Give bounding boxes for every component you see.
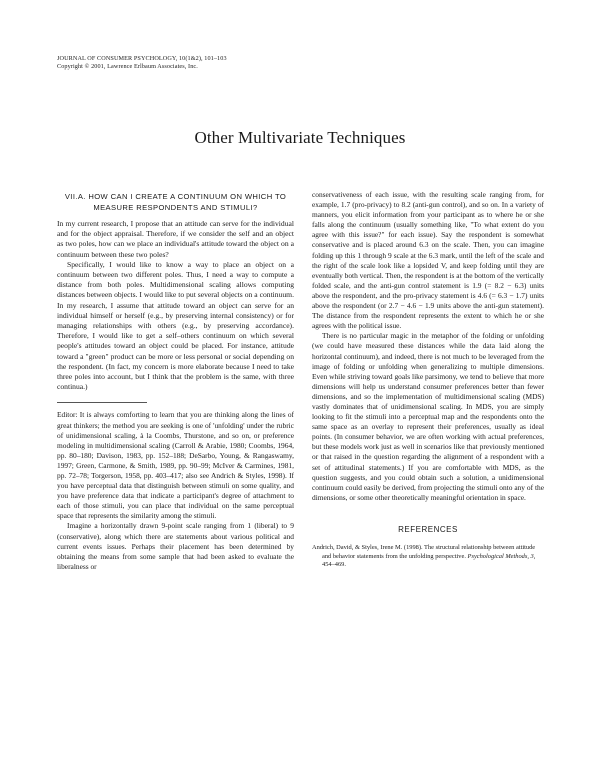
reference-entry [312, 544, 544, 569]
reference-journal: Psychological Methods, 3, [467, 552, 536, 560]
left-column [57, 192, 294, 572]
editor-answer-continued [312, 190, 544, 503]
reference-authors: Andrich, David, & Styles, Irene M. (1998). The structural relationship between attitude and behavior statements from the unfolding perspective. [312, 544, 536, 560]
journal-header [57, 55, 227, 71]
section-divider [57, 402, 147, 403]
references-heading: REFERENCES [398, 524, 458, 534]
right-column [312, 190, 544, 569]
copyright-line: Copyright © 2001, Lawrence Erlbaum Associates, Inc. [57, 63, 198, 70]
answer-paragraph: Editor: It is always comforting to learn that you are thinking along the lines of great thinkers; the method you are seeking is one of 'unfolding' under the rubric of unidimensional scaling, à la Coombs, Thurstone, and so on, or preference modeling in multidimensional scaling (Carroll & Arabie, 1980; Coombs, 1964, pp. 80–180; Davison, 1983, pp. 152–188; DeSarbo, Young, & Rangaswamy, 1997; Green, Carmone, & Smith, 1989, pp. 90–99; McIver & Carmines, 1981, pp. 72–78; Torgerson, 1958, pp. 403–417; also see Andrich & Styles, 1998). If you have perceptual data that distinguish between stimuli on some quality, and you have preference data that indicate a participant's degree of attachment to each of those stimuli, you can place that individual on the same perceptual space that represents the similarity among the stimuli. [57, 410, 294, 521]
answer-paragraph: There is no particular magic in the metaphor of the folding or unfolding (we could have measured these distances while the data laid along the horizontal continuum), and indeed, there is not much to be leveraged from the image of folding or unfolding when generalizing to multiple dimensions. Even while striving toward goals like parsimony, we tend to believe that more dimensions will help us understand consumer preferences better than fewer dimensions, and so the implementation of multidimensional scaling (MDS) vastly dominates that of unidimensional scaling. In MDS, you are simply looking to fit the stimuli into a perceptual map and the respondents onto the same space as an overlay to represent their preferences, usually as ideal points. (In consumer behavior, we are often working with actual preferences, but these models work just as well in scenarios like that previously mentioned or that raised in the question regarding the alignment of a respondent with a set of attitudinal statements.) If you are comfortable with MDS, as the question suggests, and you could obtain such a solution, a unidimensional continuum could easily be derived, from projecting the stimuli onto any of the dimensions, or some other theoretically meaningful orientation in space. [312, 331, 544, 502]
question-paragraph: Specifically, I would like to know a way to place an object on a continuum between two different poles. Thus, I need a way to compute a distance from both poles. Multidimensional scaling allows computing distances between objects. I would like to put several objects on a continuum. In my research, I assume that attitude toward an object can serve for an individual himself or herself (e.g., by preserving internal consistency) or for managing relationships with others (e.g., by preserving accordance). Therefore, I would like to get a self–others continuum on which several people's attitudes toward an object could be placed. For instance, attitude toward a "green" product can be more or less personal or social depending on the respondent. (In fact, my concern is more elaborate because I need to take three poles into account, but I think that the problem is the same, with three continua.) [57, 259, 294, 392]
question-paragraph: In my current research, I propose that an attitude can serve for the individual and for the object appraisal. Therefore, if we consider the self and an object as two poles, how can we place an individual's attitude toward the object on a continuum between these two poles? [57, 219, 294, 259]
answer-paragraph: Imagine a horizontally drawn 9-point scale ranging from 1 (liberal) to 9 (conservative), along which there are statements about various political and current events issues. Perhaps their placement has been determined by obtaining the means from some sample that had been asked to evaluate the liberalness or [57, 521, 294, 571]
answer-paragraph: conservativeness of each issue, with the resulting scale ranging from, for example, 1.7 (pro-privacy) to 8.2 (anti-gun control), and so on. In a variety of manners, you elicit information from your participant as to where he or she falls along the continuum (usually something like, "To what extent do you agree with this issue?" for each issue). Say the respondent is somewhat conservative and is placed around 6.3 on the scale. Then, you can imagine folding up this 1 through 9 scale at the 6.3 mark, until the left of the scale and the right of the scale look like a lopsided V, and keep folding until they are eventually both vertical. Then, the respondent is at the bottom of the vertically folded scale, and the anti-gun control statement is 1.9 (= 8.2 − 6.3) units above the respondent, and the pro-privacy statement is 4.6 (= 6.3 − 1.7) units above the respondent (or 2.7 − 4.6 − 1.9 units above the anti-gun statement). The distance from the respondent represents the extent to which he or she agrees with the political issue. [312, 190, 544, 331]
page-title: Other Multivariate Techniques [194, 128, 406, 147]
journal-citation: JOURNAL OF CONSUMER PSYCHOLOGY, 10(1&2), 101–103 [57, 55, 227, 62]
reference-pages: 454–469. [322, 560, 346, 568]
section-heading: VII.A. HOW CAN I CREATE A CONTINUUM ON WHICH TO MEASURE RESPONDENTS AND STIMULI? [64, 192, 287, 212]
editor-answer [57, 410, 294, 572]
